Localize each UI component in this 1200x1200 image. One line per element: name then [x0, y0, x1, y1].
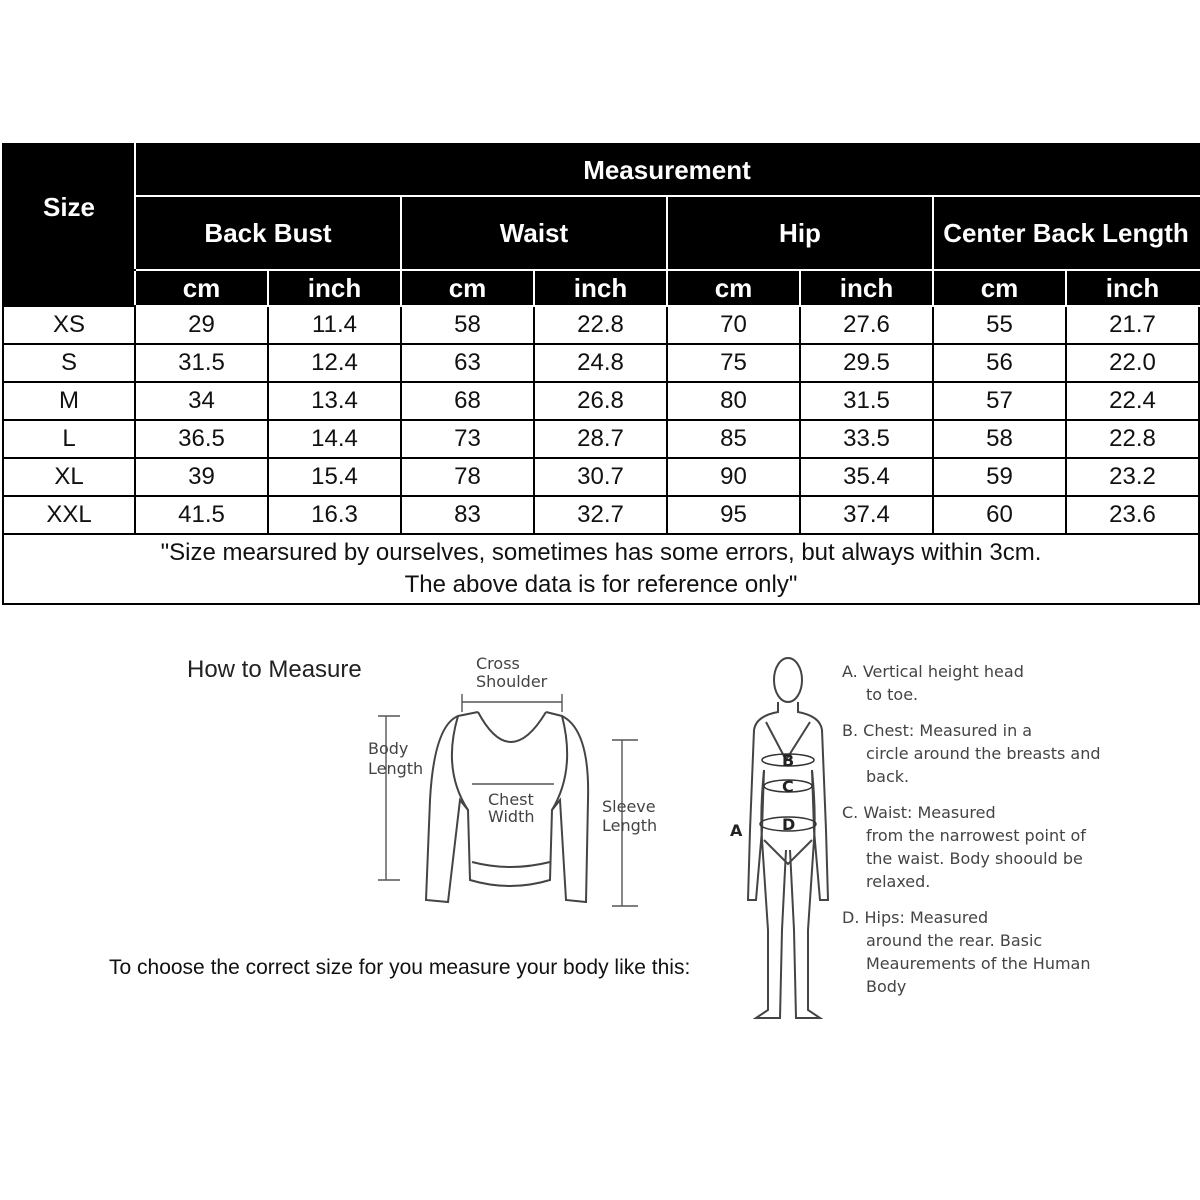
legend-d-text: around the rear. Basic Meaurements of the Human Body [866, 931, 1091, 996]
back-bust-inch-cell: 12.4 [268, 344, 401, 382]
letter-b: B [782, 751, 795, 770]
size-unit-spacer [3, 270, 135, 306]
sleeve-length-label-1: Sleeve [602, 797, 656, 816]
hip-inch-cell: 33.5 [800, 420, 933, 458]
size-cell: L [3, 420, 135, 458]
hip-cm-cell: 75 [667, 344, 800, 382]
hip-inch-cell: 37.4 [800, 496, 933, 534]
reference-note-line-2: The above data is for reference only" [404, 571, 798, 598]
legend-item-b [842, 719, 1102, 788]
unit-inch-header: inch [534, 270, 667, 306]
waist-cm-cell: 63 [401, 344, 534, 382]
legend-a-text: to toe. [866, 685, 919, 704]
hip-cm-cell: 70 [667, 306, 800, 344]
figure-hip-line [764, 840, 812, 864]
center-back-length-cm-cell: 58 [933, 420, 1066, 458]
size-chart-table [2, 143, 1200, 605]
unit-inch-header: inch [1066, 270, 1199, 306]
center-back-length-inch-cell: 22.0 [1066, 344, 1199, 382]
center-back-length-cm-cell: 57 [933, 382, 1066, 420]
hip-inch-cell: 27.6 [800, 306, 933, 344]
back-bust-header: Back Bust [135, 196, 401, 270]
waist-cm-cell: 83 [401, 496, 534, 534]
center-back-length-inch-cell: 23.2 [1066, 458, 1199, 496]
table-row [3, 382, 1199, 420]
how-to-measure-title: How to Measure [187, 656, 362, 683]
hip-cm-cell: 85 [667, 420, 800, 458]
hip-cm-cell: 95 [667, 496, 800, 534]
center-back-length-inch-cell: 21.7 [1066, 306, 1199, 344]
waist-inch-cell: 30.7 [534, 458, 667, 496]
unit-inch-header: inch [268, 270, 401, 306]
legend-c-title: C. Waist: Measured [842, 803, 996, 822]
back-bust-inch-cell: 16.3 [268, 496, 401, 534]
waist-inch-cell: 26.8 [534, 382, 667, 420]
unit-cm-header: cm [933, 270, 1066, 306]
waist-cm-cell: 58 [401, 306, 534, 344]
back-bust-cm-cell: 34 [135, 382, 268, 420]
waist-inch-cell: 32.7 [534, 496, 667, 534]
back-bust-inch-cell: 13.4 [268, 382, 401, 420]
legend-b-title: B. Chest: Measured in a [842, 721, 1033, 740]
choose-size-instruction: To choose the correct size for you measure your body like this: [109, 956, 691, 979]
reference-note [3, 534, 1199, 604]
body-length-label-2: Length [368, 759, 424, 778]
legend-item-d [842, 906, 1102, 998]
legend-d-title: D. Hips: Measured [842, 908, 989, 927]
waist-header: Waist [401, 196, 667, 270]
waist-cm-cell: 78 [401, 458, 534, 496]
waist-inch-cell: 28.7 [534, 420, 667, 458]
figure-legs-outline [756, 770, 820, 1018]
garment-hem-band [472, 862, 550, 867]
size-cell: XXL [3, 496, 135, 534]
sleeve-length-label-2: Length [602, 816, 658, 835]
table-row [3, 420, 1199, 458]
legend-b-text: circle around the breasts and back. [866, 744, 1101, 786]
center-back-length-cm-cell: 55 [933, 306, 1066, 344]
table-row [3, 458, 1199, 496]
cross-shoulder-label-1: Cross [476, 654, 520, 673]
figure-head [774, 658, 802, 702]
unit-cm-header: cm [135, 270, 268, 306]
reference-note-line-1: "Size mearsured by ourselves, sometimes has some errors, but always within 3cm. [160, 539, 1042, 566]
size-table-body [3, 306, 1199, 604]
waist-cm-cell: 73 [401, 420, 534, 458]
table-row [3, 306, 1199, 344]
unit-cm-header: cm [401, 270, 534, 306]
size-cell: M [3, 382, 135, 420]
table-row [3, 344, 1199, 382]
cross-shoulder-label-2: Shoulder [476, 672, 548, 691]
back-bust-cm-cell: 31.5 [135, 344, 268, 382]
center-back-length-inch-cell: 23.6 [1066, 496, 1199, 534]
legend-c-text: from the narrowest point of the waist. Body shoould be relaxed. [866, 826, 1086, 891]
back-bust-cm-cell: 29 [135, 306, 268, 344]
hip-header: Hip [667, 196, 933, 270]
garment-left-sleeve [426, 716, 468, 902]
center-back-length-cm-cell: 56 [933, 344, 1066, 382]
garment-neckline [478, 712, 546, 742]
unit-inch-header: inch [800, 270, 933, 306]
hip-cm-cell: 80 [667, 382, 800, 420]
figure-arms-outline [748, 702, 828, 900]
unit-cm-header: cm [667, 270, 800, 306]
chest-width-label-2: Width [488, 807, 535, 826]
letter-d: D [782, 815, 796, 834]
legend-item-a [842, 660, 1102, 706]
back-bust-inch-cell: 14.4 [268, 420, 401, 458]
measurement-group-header: Measurement [135, 144, 1199, 196]
chest-width-label-1: Chest [488, 790, 534, 809]
garment-right-sleeve [552, 716, 588, 902]
size-column-header: Size [3, 144, 135, 270]
legend-a-title: A. Vertical height head [842, 662, 1024, 681]
hip-cm-cell: 90 [667, 458, 800, 496]
center-back-length-inch-cell: 22.8 [1066, 420, 1199, 458]
center-back-length-cm-cell: 60 [933, 496, 1066, 534]
back-bust-inch-cell: 15.4 [268, 458, 401, 496]
back-bust-cm-cell: 41.5 [135, 496, 268, 534]
center-back-length-header: Center Back Length [933, 196, 1199, 270]
hip-inch-cell: 35.4 [800, 458, 933, 496]
letter-c: C [782, 777, 794, 796]
center-back-length-inch-cell: 22.4 [1066, 382, 1199, 420]
measurement-legend [842, 660, 1102, 1011]
waist-cm-cell: 68 [401, 382, 534, 420]
table-row [3, 496, 1199, 534]
garment-measure-diagram [350, 650, 680, 920]
back-bust-inch-cell: 11.4 [268, 306, 401, 344]
legend-item-c [842, 801, 1102, 893]
size-cell: XL [3, 458, 135, 496]
center-back-length-cm-cell: 59 [933, 458, 1066, 496]
size-cell: XS [3, 306, 135, 344]
letter-a: A [730, 821, 743, 840]
back-bust-cm-cell: 39 [135, 458, 268, 496]
back-bust-cm-cell: 36.5 [135, 420, 268, 458]
size-cell: S [3, 344, 135, 382]
body-measure-diagram [720, 650, 840, 1030]
waist-inch-cell: 22.8 [534, 306, 667, 344]
hip-inch-cell: 31.5 [800, 382, 933, 420]
waist-inch-cell: 24.8 [534, 344, 667, 382]
body-length-label-1: Body [368, 739, 409, 758]
hip-inch-cell: 29.5 [800, 344, 933, 382]
